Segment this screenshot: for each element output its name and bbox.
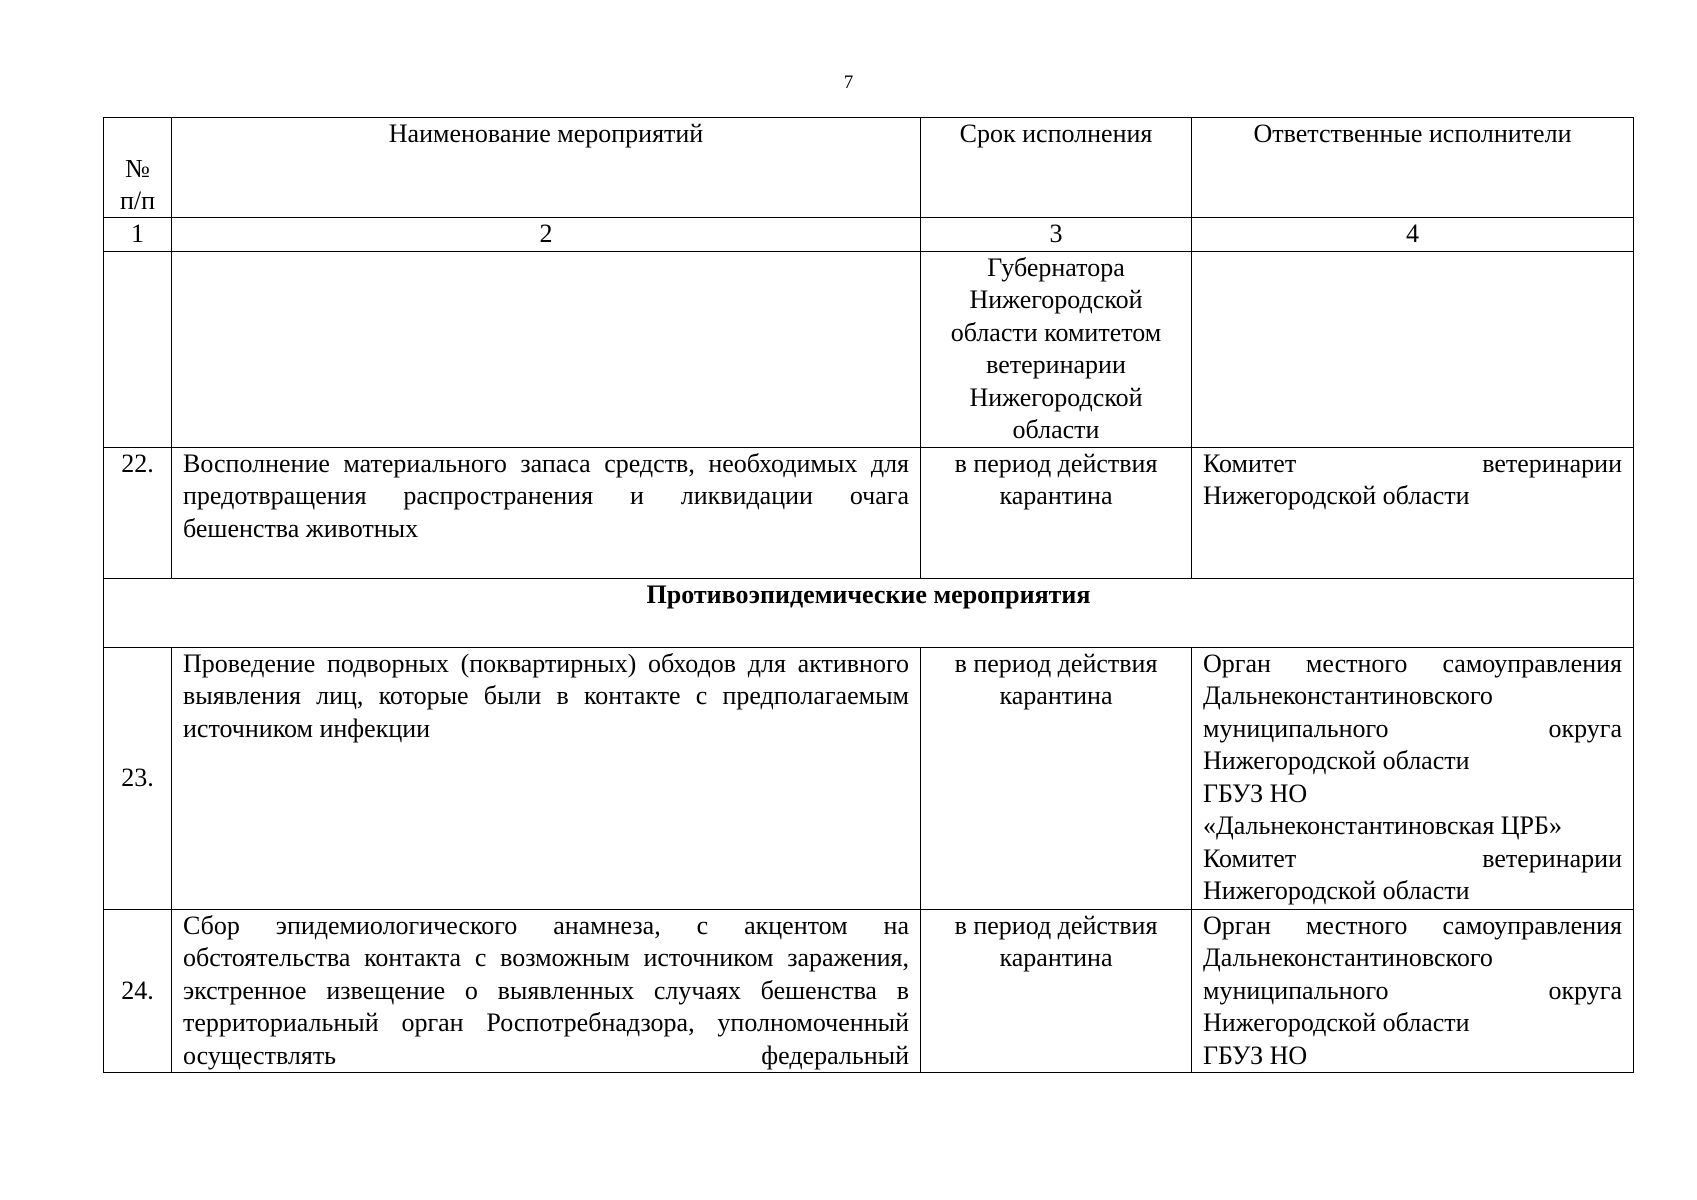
row-number: 23.	[104, 647, 172, 909]
section-row	[104, 578, 1634, 647]
row-number: 24.	[104, 909, 172, 1073]
responsible-cell	[1192, 909, 1634, 1073]
header-term: Срок исполнения	[921, 118, 1192, 218]
header-responsible: Ответственные исполнители	[1192, 118, 1634, 218]
responsible-cell	[1192, 447, 1634, 578]
responsible-text: Нижегородской области	[1203, 876, 1470, 905]
header-num: № п/п	[104, 118, 172, 218]
page-number: 7	[843, 72, 854, 93]
term-line: в период действия	[954, 910, 1158, 940]
term-line: карантина	[999, 943, 1113, 972]
empty-cell	[104, 251, 172, 447]
term-cell	[921, 447, 1192, 578]
responsible-text: Орган местного самоуправления	[1203, 910, 1622, 940]
responsible-text: муниципального	[1203, 713, 1389, 743]
column-number: 1	[104, 218, 172, 252]
term-cell	[921, 909, 1192, 1073]
term-line: Нижегородской	[969, 382, 1143, 412]
column-number: 2	[172, 218, 921, 252]
term-line: карантина	[999, 681, 1113, 710]
responsible-text: Орган местного самоуправления	[1203, 648, 1622, 678]
measure-name: Сбор эпидемиологического анамнеза, с акцентом на обстоятельства контакта с возможным источником заражения, экстренное извещение о выявленных случаях бешенства в территориальный орган Роспотребнадзора, уполномоченный осуществлять федеральный	[172, 909, 921, 1073]
table-row-24	[104, 909, 1634, 1073]
responsible-text: «Дальнеконстантиновская ЦРБ»	[1203, 811, 1562, 840]
empty-cell	[172, 251, 921, 447]
responsible-text: ветеринарии	[1482, 843, 1622, 873]
term-line: Губернатора	[987, 252, 1125, 282]
term-line: карантина	[999, 481, 1113, 510]
responsible-text: Дальнеконстантиновского	[1203, 943, 1493, 972]
column-number-row	[104, 218, 1634, 252]
term-line: в период действия	[954, 648, 1158, 678]
column-number: 3	[921, 218, 1192, 252]
responsible-text: Дальнеконстантиновского	[1203, 681, 1493, 710]
term-line: Нижегородской	[969, 285, 1143, 314]
term-line: области	[1012, 415, 1100, 444]
table-row-23	[104, 647, 1634, 909]
measure-name: Проведение подворных (поквартирных) обходов для активного выявления лиц, которые были в контакте с предполагаемым источником инфекции	[172, 647, 921, 909]
column-number: 4	[1192, 218, 1634, 252]
responsible-text: Нижегородской области	[1203, 481, 1470, 510]
table-row-22	[104, 447, 1634, 578]
responsible-text: Комитет	[1203, 448, 1297, 478]
responsible-text: Комитет	[1203, 843, 1297, 873]
section-title: Противоэпидемические мероприятия	[104, 578, 1634, 647]
responsible-text: ГБУЗ НО	[1203, 1040, 1308, 1070]
empty-cell	[1192, 251, 1634, 447]
responsible-text: округа	[1548, 713, 1622, 743]
responsible-cell	[1192, 647, 1634, 909]
term-cell	[921, 647, 1192, 909]
header-name: Наименование мероприятий	[172, 118, 921, 218]
table-header-row	[104, 118, 1634, 218]
term-line: ветеринарии	[986, 350, 1126, 379]
responsible-text: ветеринарии	[1482, 448, 1622, 478]
row-number: 22.	[104, 447, 172, 578]
responsible-text: Нижегородской области	[1203, 746, 1470, 775]
term-cell	[921, 251, 1192, 447]
continuation-row	[104, 251, 1634, 447]
term-line: в период действия	[954, 448, 1158, 478]
responsible-text: ГБУЗ НО	[1203, 778, 1308, 808]
measures-table	[103, 117, 1634, 1073]
term-line: области комитетом	[950, 317, 1162, 347]
responsible-text: округа	[1548, 975, 1622, 1005]
measure-name: Восполнение материального запаса средств, необходимых для предотвращения распространения и ликвидации очага бешенства животных	[172, 447, 921, 578]
responsible-text: Нижегородской области	[1203, 1008, 1470, 1037]
responsible-text: муниципального	[1203, 975, 1389, 1005]
